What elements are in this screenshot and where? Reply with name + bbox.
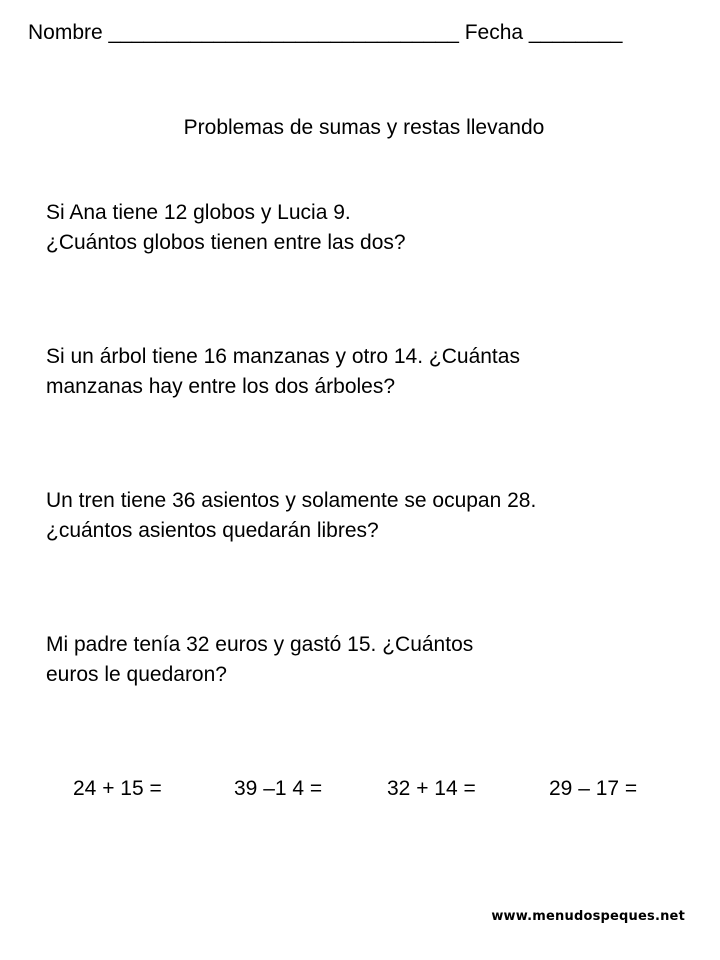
- operation-2: 39 –1 4 =: [234, 777, 323, 800]
- problem-3-line-1: Un tren tiene 36 asientos y solamente se ocupan 28.: [46, 489, 537, 512]
- operation-1: 24 + 15 =: [73, 777, 162, 800]
- problem-2-line-1: Si un árbol tiene 16 manzanas y otro 14. ¿Cuántas: [46, 345, 520, 368]
- operation-4: 29 – 17 =: [549, 777, 638, 800]
- problem-1: [46, 198, 406, 258]
- problem-1-line-1: Si Ana tiene 12 globos y Lucia 9.: [46, 201, 351, 224]
- problem-4: [46, 630, 473, 690]
- problem-3: [46, 486, 536, 546]
- problem-1-line-2: ¿Cuántos globos tienen entre las dos?: [46, 231, 406, 254]
- website-credit: www.menudospeques.net: [491, 909, 685, 924]
- problem-2-line-2: manzanas hay entre los dos árboles?: [46, 375, 396, 398]
- problem-3-line-2: ¿cuántos asientos quedarán libres?: [46, 519, 379, 542]
- operation-3: 32 + 14 =: [387, 777, 476, 800]
- name-date-line: Nombre ______________________________ Fecha ________: [28, 21, 623, 44]
- problem-2: [46, 342, 520, 402]
- worksheet-title: Problemas de sumas y restas llevando: [183, 116, 545, 139]
- problem-4-line-2: euros le quedaron?: [46, 663, 227, 686]
- problem-4-line-1: Mi padre tenía 32 euros y gastó 15. ¿Cuántos: [46, 633, 474, 656]
